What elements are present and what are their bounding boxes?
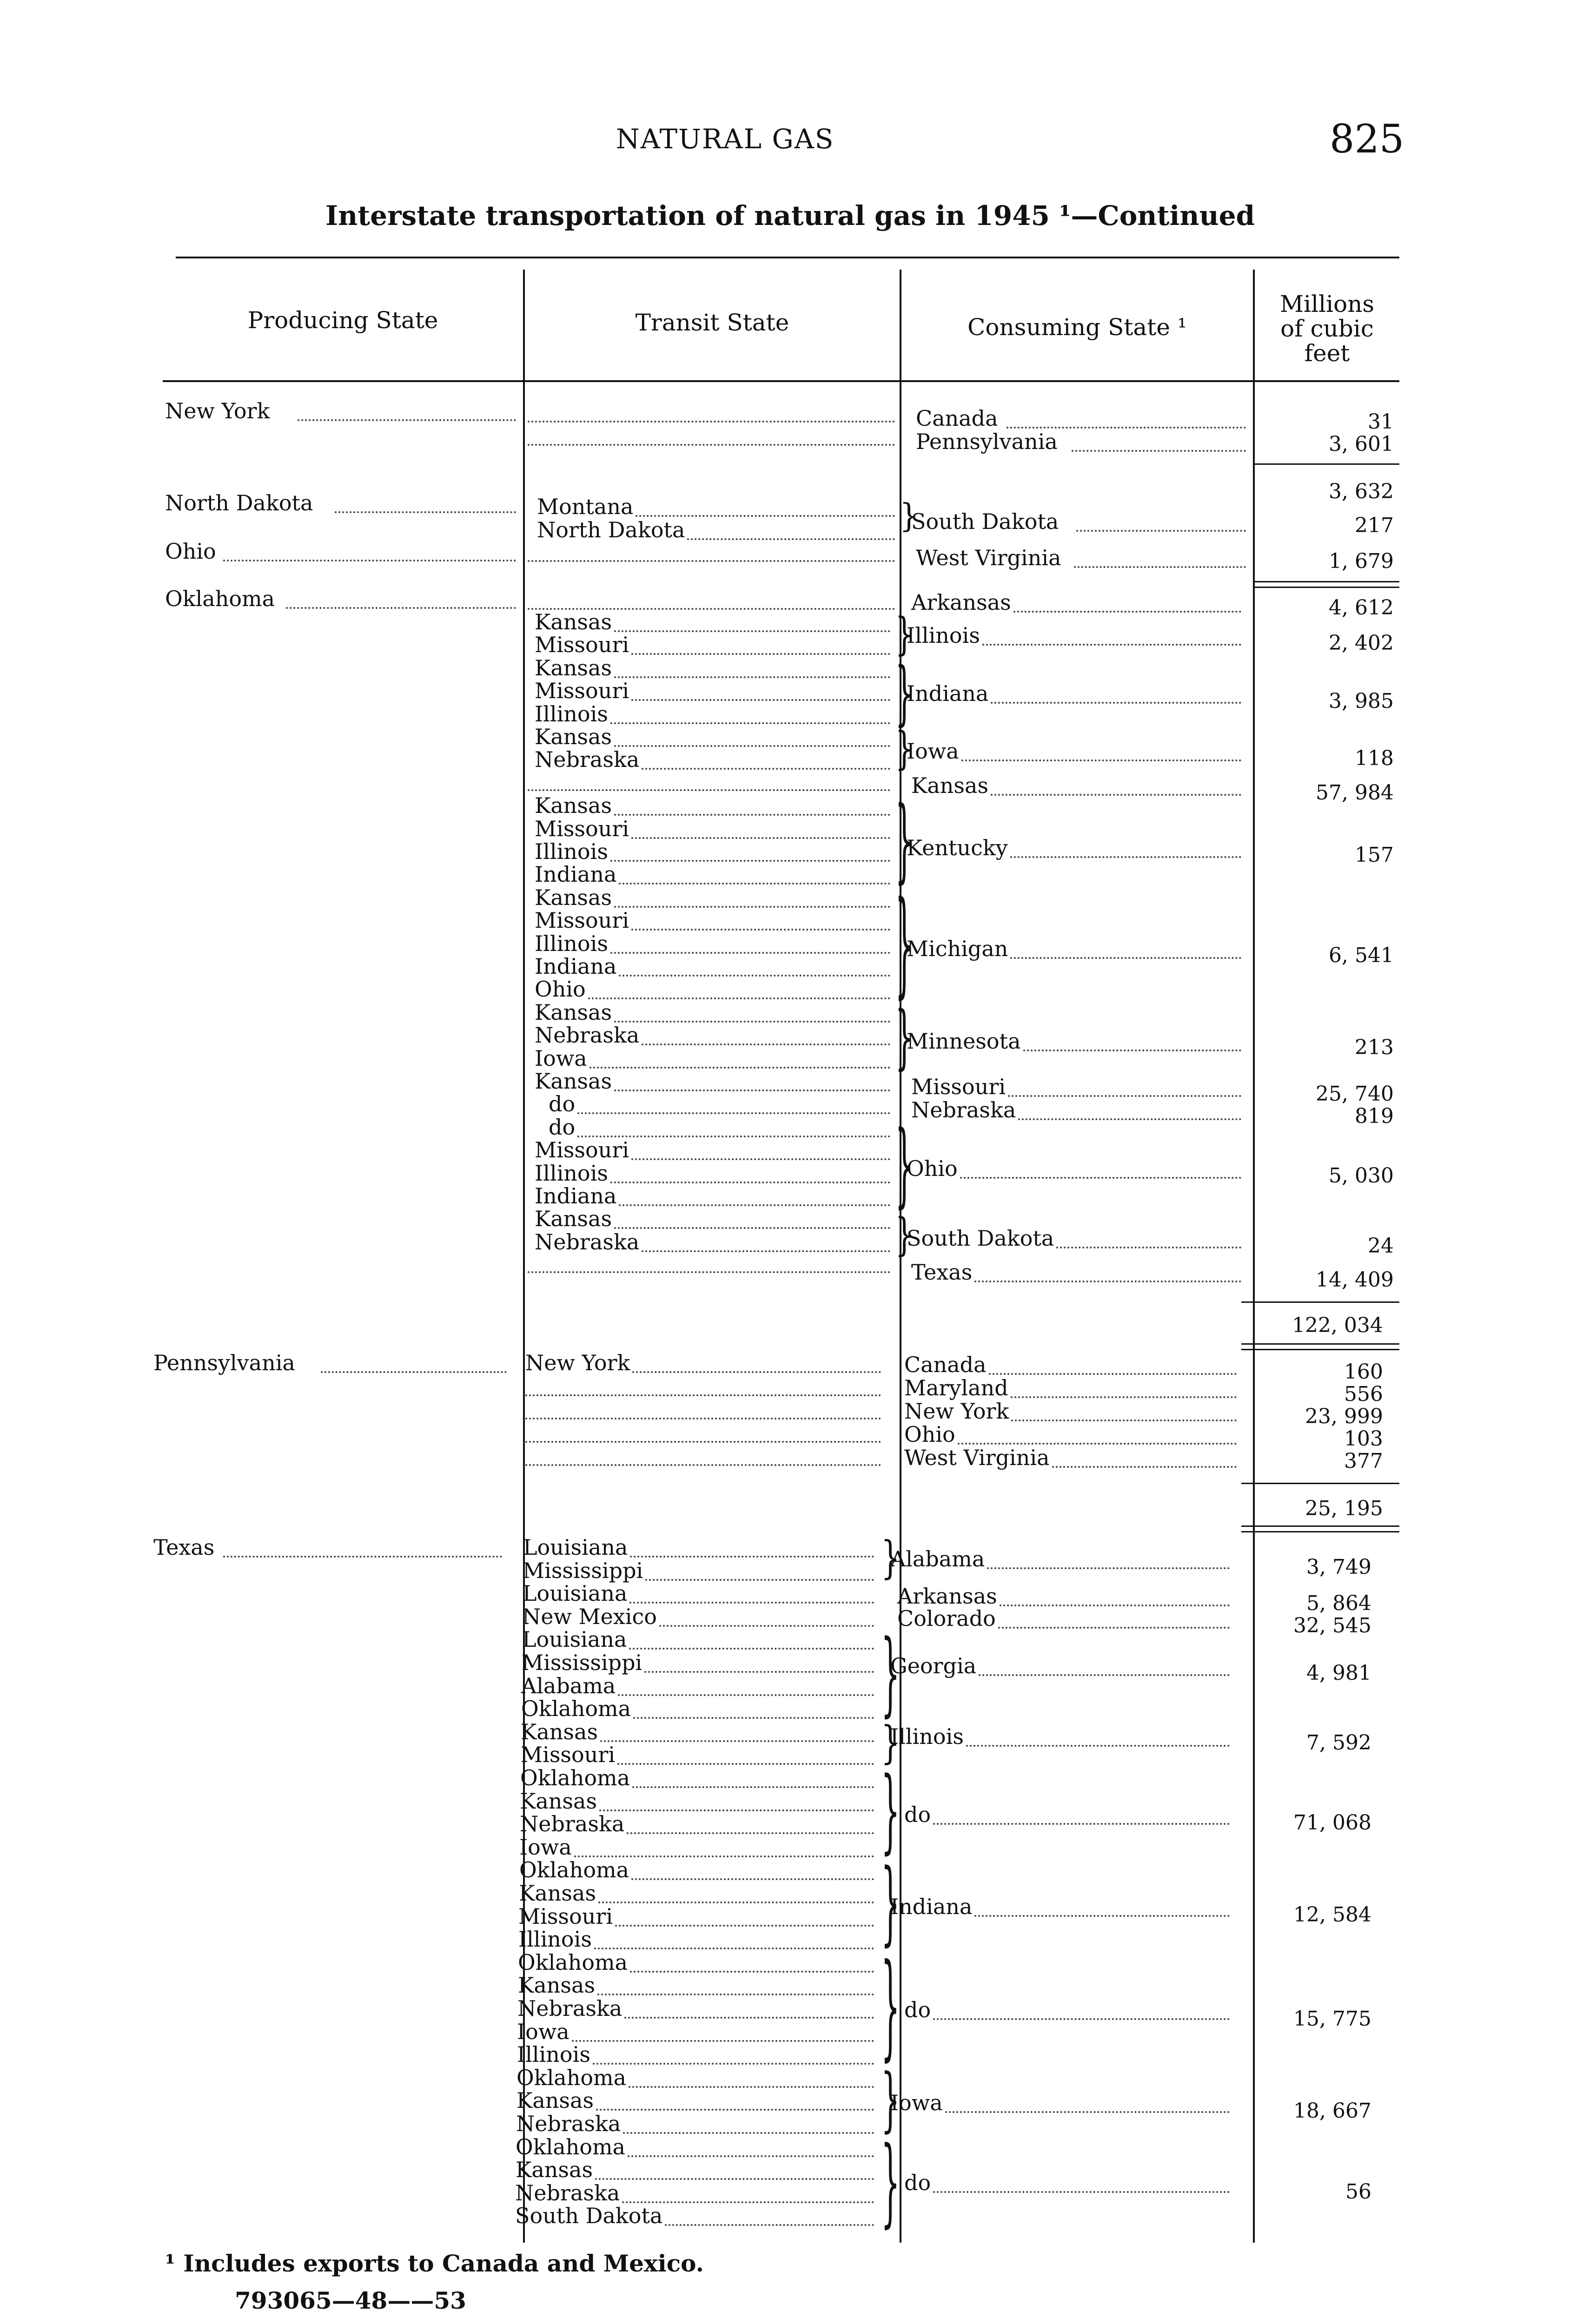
transit-state: Indiana xyxy=(535,862,617,887)
value-cell: 2, 402 xyxy=(1329,631,1394,655)
consuming-state: Minnesota xyxy=(907,1029,1021,1054)
total-oklahoma: 122, 034 xyxy=(1292,1314,1383,1337)
leader xyxy=(645,1579,874,1581)
brace: } xyxy=(895,723,914,775)
consuming-state: Illinois xyxy=(907,623,980,648)
value-cell: 157 xyxy=(1355,843,1394,867)
transit-state: Missouri xyxy=(535,632,629,657)
leader xyxy=(1010,957,1241,959)
leader xyxy=(610,860,890,862)
consuming-state: Texas xyxy=(911,1260,973,1285)
leader xyxy=(642,1043,890,1045)
leader xyxy=(642,1250,890,1252)
leader xyxy=(687,538,895,540)
leader xyxy=(615,1925,874,1927)
transit-state: do xyxy=(549,1115,576,1140)
transit-state: Iowa xyxy=(535,1046,587,1071)
value-cell: 377 xyxy=(1344,1449,1383,1473)
transit-state: Missouri xyxy=(518,1904,613,1929)
leader xyxy=(594,1948,874,1949)
transit-state: New Mexico xyxy=(522,1604,657,1629)
value-cell: 18, 667 xyxy=(1293,2099,1371,2123)
transit-state: Kansas xyxy=(520,1789,597,1814)
consuming-state: Arkansas xyxy=(911,590,1011,615)
transit-state: Illinois xyxy=(535,1161,608,1186)
leader xyxy=(614,745,890,747)
leader xyxy=(644,1671,874,1673)
leader xyxy=(614,676,890,678)
transit-state: Oklahoma xyxy=(519,1857,629,1882)
leader xyxy=(1056,1247,1241,1248)
leader xyxy=(614,906,890,908)
brace: } xyxy=(881,2060,900,2141)
brace: } xyxy=(881,1851,900,1957)
transit-state: Mississippi xyxy=(523,1558,643,1583)
leader xyxy=(631,653,890,655)
consuming-state: Canada xyxy=(904,1352,987,1377)
leader xyxy=(610,722,890,724)
transit-state: Montana xyxy=(537,494,634,519)
leader xyxy=(600,1740,874,1742)
transit-state: Mississippi xyxy=(522,1650,642,1675)
leader xyxy=(945,2111,1230,2113)
double-rule xyxy=(1255,587,1399,588)
leader xyxy=(528,560,895,562)
brace: } xyxy=(881,1532,900,1585)
leader xyxy=(617,1763,874,1765)
leader xyxy=(989,1373,1237,1375)
consuming-state: Ohio xyxy=(907,1156,958,1181)
consuming-state: Michigan xyxy=(907,936,1008,961)
transit-state: Kansas xyxy=(521,1719,598,1744)
brace: } xyxy=(881,2127,900,2239)
value-cell: 71, 068 xyxy=(1293,1811,1371,1835)
producer-new-york: New York xyxy=(165,398,270,423)
header-millions-3: feet xyxy=(1304,340,1350,367)
leader xyxy=(642,768,890,770)
leader xyxy=(659,1625,874,1627)
transit-state: Missouri xyxy=(535,816,629,841)
leader xyxy=(629,1648,874,1650)
consuming-state: do xyxy=(904,1802,931,1827)
transit-state: Iowa xyxy=(517,2019,569,2044)
leader xyxy=(624,2017,874,2019)
header-rule xyxy=(163,380,1399,382)
brace: } xyxy=(895,878,914,1011)
leader xyxy=(1074,566,1246,568)
transit-state: Ohio xyxy=(535,977,586,1002)
value-cell: 24 xyxy=(1368,1234,1394,1258)
transit-state: Kansas xyxy=(535,793,612,818)
leader xyxy=(631,837,890,839)
leader xyxy=(987,1567,1230,1569)
subtotal-cell: 4, 612 xyxy=(1329,596,1394,620)
consuming-state: Colorado xyxy=(897,1606,996,1631)
transit-state: Oklahoma xyxy=(516,2134,626,2159)
transit-state: Oklahoma xyxy=(521,1696,631,1721)
brace: } xyxy=(881,1622,900,1728)
leader xyxy=(933,1823,1230,1825)
leader xyxy=(223,1556,502,1558)
leader xyxy=(979,1674,1230,1676)
consumer-south-dakota: South Dakota xyxy=(911,509,1059,534)
leader xyxy=(1011,1419,1237,1421)
leader xyxy=(974,1915,1230,1917)
transit-state: Missouri xyxy=(535,678,629,703)
value-cell: 56 xyxy=(1345,2180,1371,2204)
leader xyxy=(627,1832,874,1834)
consuming-state: Iowa xyxy=(890,2090,943,2115)
running-title: NATURAL GAS xyxy=(616,123,834,155)
consuming-state: Georgia xyxy=(890,1653,977,1678)
value-cell: 213 xyxy=(1355,1036,1394,1059)
total-pennsylvania: 25, 195 xyxy=(1305,1497,1383,1520)
header-millions-2: of cubic xyxy=(1280,315,1374,342)
producer-oklahoma: Oklahoma xyxy=(165,586,275,611)
double-rule xyxy=(1241,1343,1399,1345)
leader xyxy=(525,1464,881,1466)
leader xyxy=(958,1443,1237,1445)
leader xyxy=(593,2063,874,2065)
transit-state: Oklahoma xyxy=(518,1950,628,1975)
consuming-state: Kentucky xyxy=(907,835,1008,860)
brace: } xyxy=(881,1941,900,2074)
leader xyxy=(1007,427,1246,429)
leader xyxy=(974,1281,1241,1282)
table-title: Interstate transportation of natural gas in 1945 ¹—Continued xyxy=(325,200,1255,231)
subtotal-rule xyxy=(1255,463,1399,465)
transit-state: Kansas xyxy=(517,2088,594,2113)
transit-state: Louisiana xyxy=(523,1581,628,1606)
leader xyxy=(599,1809,874,1811)
leader xyxy=(633,1717,874,1719)
transit-state: Illinois xyxy=(535,701,608,726)
leader xyxy=(619,975,890,977)
transit-state: Nebraska xyxy=(535,1023,640,1048)
leader xyxy=(933,2018,1230,2020)
brace: } xyxy=(895,654,914,734)
leader xyxy=(528,789,890,791)
value-cell: 1, 679 xyxy=(1329,549,1394,573)
consuming-state: Nebraska xyxy=(911,1097,1016,1122)
transit-state: Oklahoma xyxy=(517,2065,627,2090)
transit-state: North Dakota xyxy=(537,517,685,542)
header-millions-1: Millions xyxy=(1279,290,1375,317)
leader xyxy=(966,1745,1230,1747)
leader xyxy=(589,1067,890,1069)
top-rule xyxy=(176,257,1399,258)
consuming-state: New York xyxy=(904,1399,1009,1424)
transit-state: Kansas xyxy=(535,885,612,910)
double-rule xyxy=(1255,581,1399,582)
consuming-state: Iowa xyxy=(907,739,959,764)
leader xyxy=(286,607,516,609)
value-cell: 4, 981 xyxy=(1306,1661,1371,1685)
leader xyxy=(628,2155,874,2157)
brace: } xyxy=(895,1113,914,1219)
subtotal-cell: 3, 632 xyxy=(1329,480,1394,503)
leader xyxy=(525,1441,881,1443)
transit-state: Kansas xyxy=(535,655,612,680)
value-cell: 160 xyxy=(1344,1360,1383,1384)
transit-state: Illinois xyxy=(517,2042,590,2067)
value-cell: 32, 545 xyxy=(1293,1614,1371,1637)
leader xyxy=(595,2178,874,2180)
transit-state: Indiana xyxy=(535,1183,617,1208)
transit-state: Alabama xyxy=(521,1673,616,1698)
leader xyxy=(629,1602,874,1604)
leader xyxy=(525,1418,881,1419)
transit-state: Illinois xyxy=(535,839,608,864)
brace: } xyxy=(895,788,914,894)
leader xyxy=(1000,1604,1230,1606)
leader xyxy=(223,560,516,561)
transit-state: Nebraska xyxy=(535,1229,640,1254)
value-cell: 103 xyxy=(1344,1427,1383,1451)
leader xyxy=(991,794,1241,796)
brace: } xyxy=(881,1759,900,1865)
value-cell: 819 xyxy=(1355,1104,1394,1128)
brace: } xyxy=(900,497,919,535)
leader xyxy=(614,1227,890,1229)
consumer-pennsylvania: Pennsylvania xyxy=(916,429,1058,454)
header-transit-state: Transit State xyxy=(635,309,789,336)
leader xyxy=(1008,1095,1241,1097)
leader xyxy=(632,1371,881,1373)
leader xyxy=(631,1878,874,1880)
transit-state: South Dakota xyxy=(515,2203,663,2228)
leader xyxy=(991,702,1241,704)
transit-state: Kansas xyxy=(519,1881,596,1906)
value-cell: 15, 775 xyxy=(1293,2007,1371,2031)
leader xyxy=(528,421,895,423)
leader xyxy=(636,515,895,517)
transit-state: Louisiana xyxy=(522,1627,627,1652)
leader xyxy=(961,759,1241,761)
leader xyxy=(1072,450,1246,452)
producer-texas: Texas xyxy=(153,1535,215,1560)
consuming-state: Indiana xyxy=(907,681,989,706)
transit-state: do xyxy=(549,1091,576,1116)
transit-state: Nebraska xyxy=(516,2111,621,2136)
producer-ohio: Ohio xyxy=(165,539,216,564)
value-cell: 556 xyxy=(1344,1382,1383,1406)
leader xyxy=(1023,1050,1242,1051)
transit-state: Nebraska xyxy=(535,747,640,772)
leader xyxy=(597,1994,874,1995)
value-cell: 3, 601 xyxy=(1329,432,1394,456)
transit-state: Nebraska xyxy=(515,2180,620,2205)
leader xyxy=(618,1694,874,1696)
leader xyxy=(528,444,895,446)
consuming-state: Alabama xyxy=(890,1546,985,1571)
double-rule xyxy=(1241,1531,1399,1532)
leader xyxy=(630,1556,874,1558)
transit-state: Missouri xyxy=(535,1137,629,1162)
leader xyxy=(623,2132,874,2134)
leader xyxy=(335,511,516,513)
consuming-state: South Dakota xyxy=(907,1226,1054,1251)
footnote: ¹ Includes exports to Canada and Mexico. xyxy=(165,2250,704,2277)
header-producing-state: Producing State xyxy=(247,307,438,334)
consuming-state: Kansas xyxy=(911,773,989,798)
transit-state: Illinois xyxy=(518,1927,592,1952)
leader xyxy=(629,2086,874,2088)
value-cell: 3, 749 xyxy=(1306,1555,1371,1579)
leader xyxy=(1076,530,1246,532)
consuming-state: Indiana xyxy=(890,1894,973,1919)
transit-state: Louisiana xyxy=(523,1535,628,1560)
value-cell: 14, 409 xyxy=(1316,1268,1394,1292)
leader xyxy=(588,997,890,999)
leader xyxy=(1052,1466,1237,1468)
leader xyxy=(528,1271,890,1273)
transit-state: Kansas xyxy=(535,1069,612,1094)
brace: } xyxy=(881,1717,900,1769)
transit-state: Kansas xyxy=(518,1973,596,1998)
consumer-canada: Canada xyxy=(916,406,998,431)
leader xyxy=(631,699,890,701)
double-rule xyxy=(1241,1349,1399,1350)
consuming-state: Illinois xyxy=(890,1724,964,1749)
consumer-west-virginia: West Virginia xyxy=(916,545,1061,570)
leader xyxy=(596,2109,874,2111)
leader xyxy=(631,1158,890,1160)
value-cell: 6, 541 xyxy=(1329,944,1394,967)
transit-state: Indiana xyxy=(535,954,617,979)
leader xyxy=(631,929,890,931)
leader xyxy=(525,1394,881,1396)
header-consuming-state: Consuming State ¹ xyxy=(967,314,1187,341)
leader xyxy=(614,814,890,816)
transit-state: Kansas xyxy=(516,2157,593,2182)
consuming-state: Maryland xyxy=(904,1375,1008,1400)
leader xyxy=(298,419,516,421)
brace: } xyxy=(895,1209,914,1261)
value-cell: 3, 985 xyxy=(1329,689,1394,713)
subtotal-rule xyxy=(1241,1483,1399,1484)
leader xyxy=(982,644,1241,646)
transit-state: Kansas xyxy=(535,609,612,634)
page-number: 825 xyxy=(1330,116,1404,162)
value-cell: 5, 030 xyxy=(1329,1164,1394,1188)
value-cell: 12, 584 xyxy=(1293,1903,1371,1927)
value-cell: 5, 864 xyxy=(1306,1591,1371,1615)
leader xyxy=(614,1089,890,1091)
consuming-state: do xyxy=(904,1997,931,2022)
leader xyxy=(665,2224,874,2226)
transit-state: Nebraska xyxy=(517,1996,622,2021)
transit-state: Illinois xyxy=(535,931,608,956)
leader xyxy=(1013,611,1241,613)
producer-north-dakota: North Dakota xyxy=(165,490,313,515)
leader xyxy=(1018,1118,1241,1120)
transit-state: Kansas xyxy=(535,1206,612,1231)
print-code: 793065—48——53 xyxy=(235,2287,466,2314)
brace: } xyxy=(895,609,914,661)
consuming-state: Ohio xyxy=(904,1422,955,1447)
value-cell: 23, 999 xyxy=(1305,1405,1383,1428)
value-cell: 7, 592 xyxy=(1306,1731,1371,1755)
leader xyxy=(598,1901,874,1903)
leader xyxy=(933,2191,1230,2193)
transit-state: Iowa xyxy=(519,1835,572,1860)
leader xyxy=(1010,856,1241,858)
brace: } xyxy=(895,997,914,1078)
leader xyxy=(1011,1396,1237,1398)
consuming-state: do xyxy=(904,2170,931,2195)
leader xyxy=(321,1371,507,1373)
value-cell: 118 xyxy=(1355,746,1394,770)
transit-state: Kansas xyxy=(535,1000,612,1025)
transit-state: Kansas xyxy=(535,724,612,749)
double-rule xyxy=(1241,1525,1399,1527)
transit-state: New York xyxy=(525,1350,630,1375)
value-cell: 57, 984 xyxy=(1316,781,1394,805)
value-cell: 217 xyxy=(1355,514,1394,537)
subtotal-rule xyxy=(1241,1301,1399,1303)
leader xyxy=(610,952,890,954)
leader xyxy=(610,1182,890,1183)
leader xyxy=(960,1177,1241,1179)
consuming-state: West Virginia xyxy=(904,1445,1050,1470)
leader xyxy=(577,1112,890,1114)
leader xyxy=(630,1971,874,1973)
leader xyxy=(619,883,890,885)
transit-state: Oklahoma xyxy=(520,1765,630,1790)
consuming-state: Arkansas xyxy=(897,1584,997,1609)
leader xyxy=(614,630,890,632)
value-cell: 31 xyxy=(1368,410,1394,434)
transit-state: Nebraska xyxy=(520,1811,625,1836)
leader xyxy=(619,1204,890,1206)
leader xyxy=(614,1021,890,1023)
consuming-state: Missouri xyxy=(911,1074,1006,1099)
transit-state: Missouri xyxy=(535,908,629,933)
leader xyxy=(632,1786,874,1788)
value-cell: 25, 740 xyxy=(1316,1082,1394,1106)
producer-pennsylvania: Pennsylvania xyxy=(153,1350,295,1375)
transit-state: Missouri xyxy=(521,1742,616,1767)
leader xyxy=(998,1627,1230,1629)
leader xyxy=(572,2040,874,2042)
